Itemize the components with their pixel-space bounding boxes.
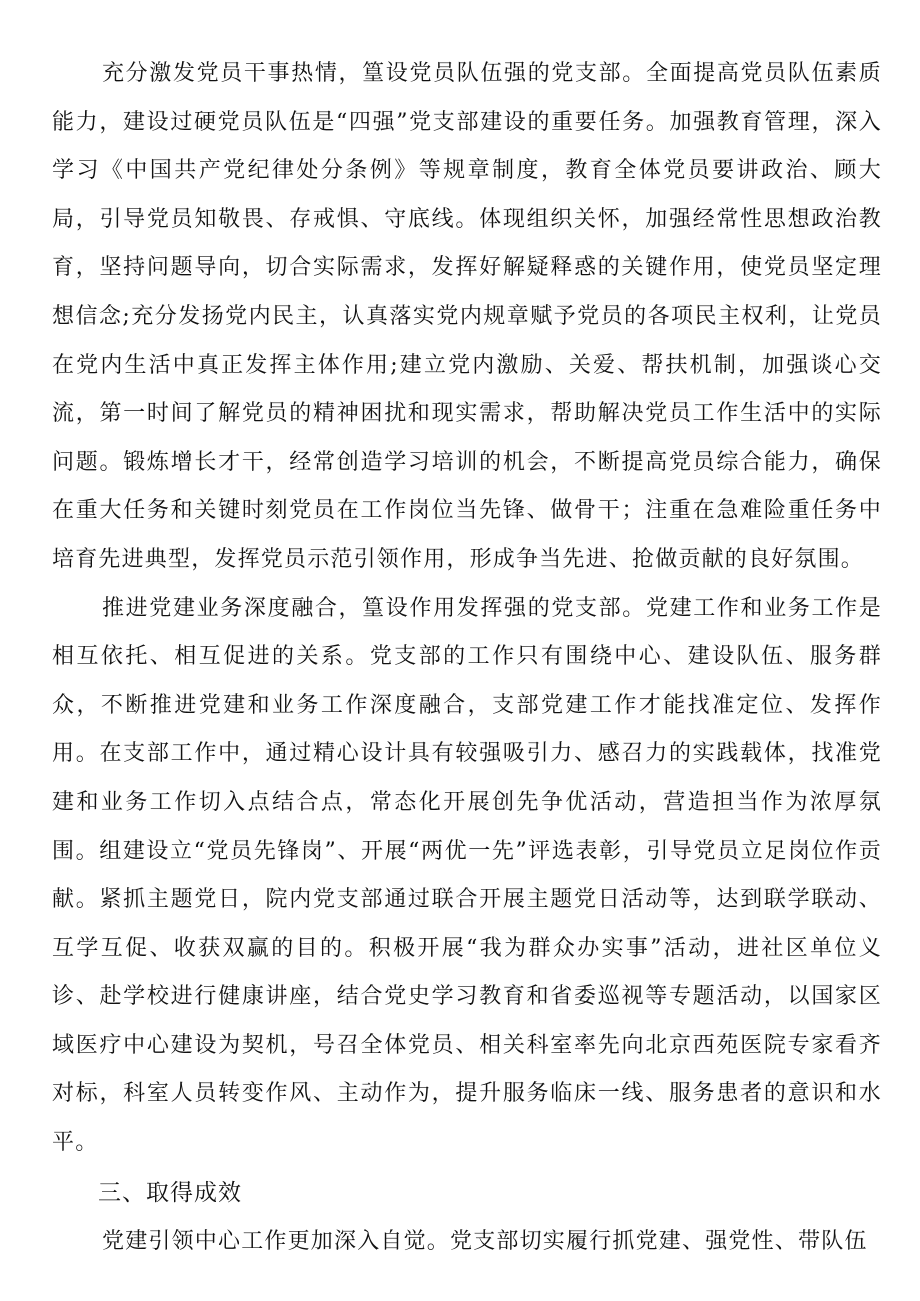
document-page (52, 50, 882, 1266)
body-paragraph-3: 党建引领中心工作更加深入自觉。党支部切实履行抓党建、强党性、带队伍 (102, 1228, 868, 1254)
body-paragraph-2: 推进党建业务深度融合，篁设作用发挥强的党支部。党建工作和业务工作是相互依托、相互促进的关系。党支部的工作只有围绕中心、建设队伍、服务群众，不断推进党建和业务工作深度融合，支部党建工作才能找准定位、发挥作用。在支部工作中，通过精心设计具有较强吸引力、感召力的实践载体，找准党建和业务工作切入点结合点，常态化开展创先争优活动，营造担当作为浓厚氛围。组建设立“党员先锋岗”、开展“两优一先”评选表彰，引导党员立足岗位作贡献。紧抓主题党日，院内党支部通过联合开展主题党日活动等，达到联学联动、互学互促、收获双赢的目的。积极开展“我为群众办实事”活动，进社区单位义诊、赴学校进行健康讲座，结合党史学习教育和省委巡视等专题活动，以国家区域医疗中心建设为契机，号召全体党员、相关科室率先向北京西苑医院专家看齐对标，科室人员转变作风、主动作为，提升服务临床一线、服务患者的意识和水平。 (52, 595, 882, 1156)
body-paragraph-1: 充分激发党员干事热情，篁设党员队伍强的党支部。全面提高党员队伍素质能力，建设过硬党员队伍是“四强”党支部建设的重要任务。加强教育管理，深入学习《中国共产党纪律处分条例》等规章制度，教育全体党员要讲政治、顾大局，引导党员知敬畏、存戒惧、守底线。体现组织关怀，加强经常性思想政治教育，坚持问题导向，切合实际需求，发挥好解疑释惑的关键作用，使党员坚定理想信念;充分发扬党内民主，认真落实党内规章赋予党员的各项民主权利，让党员在党内生活中真正发挥主体作用;建立党内激励、关爱、帮扶机制，加强谈心交流，第一时间了解党员的精神困扰和现实需求，帮助解决党员工作生活中的实际问题。锻炼增长才干，经常创造学习培训的机会，不断提高党员综合能力，确保在重大任务和关键时刻党员在工作岗位当先锋、做骨干；注重在急难险重任务中培育先进典型，发挥党员示范引领作用，形成争当先进、抢做贡献的良好氛围。 (52, 61, 882, 572)
section-heading: 三、取得成效 (98, 1179, 242, 1206)
